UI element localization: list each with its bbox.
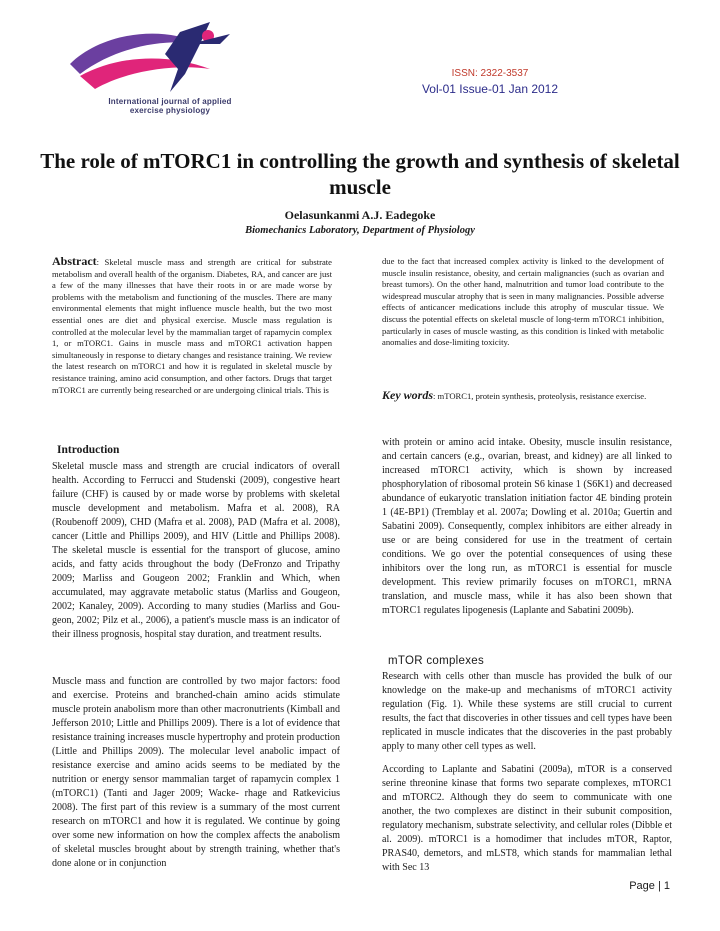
introduction-heading: Introduction bbox=[57, 444, 120, 456]
paper-affiliation: Biomechanics Laboratory, Department of Physiology bbox=[245, 225, 475, 236]
abstract-text: : Skeletal muscle mass and strength are critical for substrate metabolism and overall health of the organism. Diabetes, RA, and cancer are just a few of the many illnesses that have their roots in or are made worse by problems with the metabolism and functioning of the muscles. There are many environmental elements that might influence muscle health, but the two most essential ones are diet and physical exercise. Muscle mass regulation is controlled at the molecular level by the mammalian target of rapamycin complex 1, or mTORC1. Gains in muscle mass and mTORC1 activation happen simultaneously in response to dietary changes and resistance training. We review the latest research on mTORC1 and how it is regulated in skeletal muscle by resistance training, amino acid consumption, and other factors. Drugs that target mTORC1 are currently being researched or are undergoing clinical trials. This is bbox=[52, 257, 332, 395]
paper-author: Oelasunkanmi A.J. Eadegoke bbox=[284, 208, 436, 222]
mtor-para2: According to Laplante and Sabatini (2009a), mTOR is a conserved serine threonine kinase that forms two separate complexes, mTORC1 and mTORC2. Although they do seem to communicate with one another, the two complexes are distinct in their subunit composition, regulatory mechanism, substrate selectivity, and cellular roles (Dibble et al. 2009). mTORC1 is a homodimer that includes mTOR, Raptor, PRAS40, demetors, and mLST8, which stands for mammalian lethal with Sec 13 bbox=[382, 764, 672, 873]
logo-swoosh-pink bbox=[80, 59, 210, 89]
volume-issue: Vol-01 Issue-01 Jan 2012 bbox=[421, 82, 559, 96]
mtor-complexes-heading: mTOR complexes bbox=[388, 655, 485, 667]
introduction-para2: Muscle mass and function are controlled by two major factors: food and exercise. Proteins and branched-chain amino acids stimulate muscle protein anabolism more than other macronutrients (Kimball and Jefferson 2010; Little and Phillips 2009). There is a lot of evidence that resistance training increases muscle hypertrophy and protein production (Little and Phillips 2009). The molecular level anabolic impact of resistance exercise and amino acids seems to be mediated by the nutrition or energy sensor mammalian target of rapamycin complex 1 (mTORC1) (Tanti and Jager 2009; Wacke- rhage and Ratkevicius 2008). The first part of this review is a summary of the most current research on mTORC1 and how it is regulated. We continue by going over some new information on how the complex affects the anabolism of skeletal muscles brought about by strength training, whether that's done alone or in conjunction bbox=[52, 676, 340, 869]
issn: ISSN: 2322-3537 bbox=[451, 68, 529, 79]
abstract-continuation bbox=[382, 256, 664, 349]
page-number: Page | 1 bbox=[629, 880, 670, 892]
keywords-label: Key words bbox=[382, 388, 433, 402]
introduction-para1: Skeletal muscle mass and strength are crucial indicators of overall health. According to Ferrucci and Studenski (2009), congestive heart failure (CHF) is caused by or made worse by problems with skeletal muscle development and metabolism. Mafra et al. 2008), RA (Roubenoff 2009), CHD (Mafra et al. 2008), PAD (Mafra et al. 2008), cancer (Little and Phillips 2009), and HIV (Little and Phillips 2008). The skeletal muscle is essential for the transport of glucose, amino acids, and fatty acids throughout the body (DeFronzo and Tripathy 2009; Marliss and Gougeon 2002; Franklin and Which, when accumulated, may aggravate metabolic status (Marliss and Gougeon, 2002; Kanaley, 2009). According to many studies (Marliss and Gou-geon, 2002; Pilz et al., 2006), a patient's muscle mass is an indicator of their illness prognosis, hospital stay duration, and treatment results. bbox=[52, 461, 340, 640]
introduction-para3: with protein or amino acid intake. Obesity, muscle insulin resistance, and certain cancers (e.g., ovarian, breast, and kidney) are all linked to increased mTORC1 activity, which is shown by increased phosphorylation of ribosomal protein S6 kinase 1 (S6K1) and decreased abundance of eukaryotic translation initiation factor 4E binding protein 1 (4E-BP1) (Tremblay et al. 2007a; Dowling et al. 2010a; Guertin and Sabatini 2009). Consequently, complex inhibitors are either already in use or are being considered for use in the treatment of certain conditions. We go over the potential consequences of using these inhibitors over the long run, as mTORC1 is essential for muscle development. This review primarily focuses on mTORC1, mRNA translation, and muscle mass, while it has also been shown that mTORC1 regulates lipogenesis (Laplante and Sabatini 2009b). bbox=[382, 437, 672, 616]
paper-title: The role of mTORC1 in controlling the growth and synthesis of skeletal muscle bbox=[40, 149, 680, 199]
abstract-continuation-text: due to the fact that increased complex activity is linked to the development of muscle insulin resistance, obesity, and certain malignancies (such as ovarian and breast tumors). On the other hand, malnutrition and tumor load contribute to the widespread muscular atrophy that is seen in many malignancies. Possible adverse effects of anticancer medications include this atrophy of muscular tissue. We discuss the potential effects on skeletal muscle of long-term mTORC1 inhibition, particularly in cases of muscle wasting, as this condition is linked with metabolic anomalies and dose-limiting toxicity. bbox=[382, 256, 664, 348]
journal-name-line2: exercise physiology bbox=[129, 106, 211, 115]
abstract-label: Abstract bbox=[52, 254, 97, 268]
mtor-para1: Research with cells other than muscle has provided the bulk of our knowledge on the make-up and mechanisms of mTORC1 activity regulation (Fig. 1). While these systems are still crucial to current results, the fact that discoveries in other tissues and cell types have been replicated in muscle indicates that the discoveries in the past probably apply to many other cell types as well. bbox=[382, 671, 672, 752]
keywords-block bbox=[382, 390, 664, 403]
keywords-text: : mTORC1, protein synthesis, proteolysis, resistance exercise. bbox=[433, 391, 647, 401]
abstract-block bbox=[52, 256, 332, 396]
journal-name-line1: International journal of applied bbox=[108, 97, 232, 106]
journal-name bbox=[70, 97, 270, 115]
